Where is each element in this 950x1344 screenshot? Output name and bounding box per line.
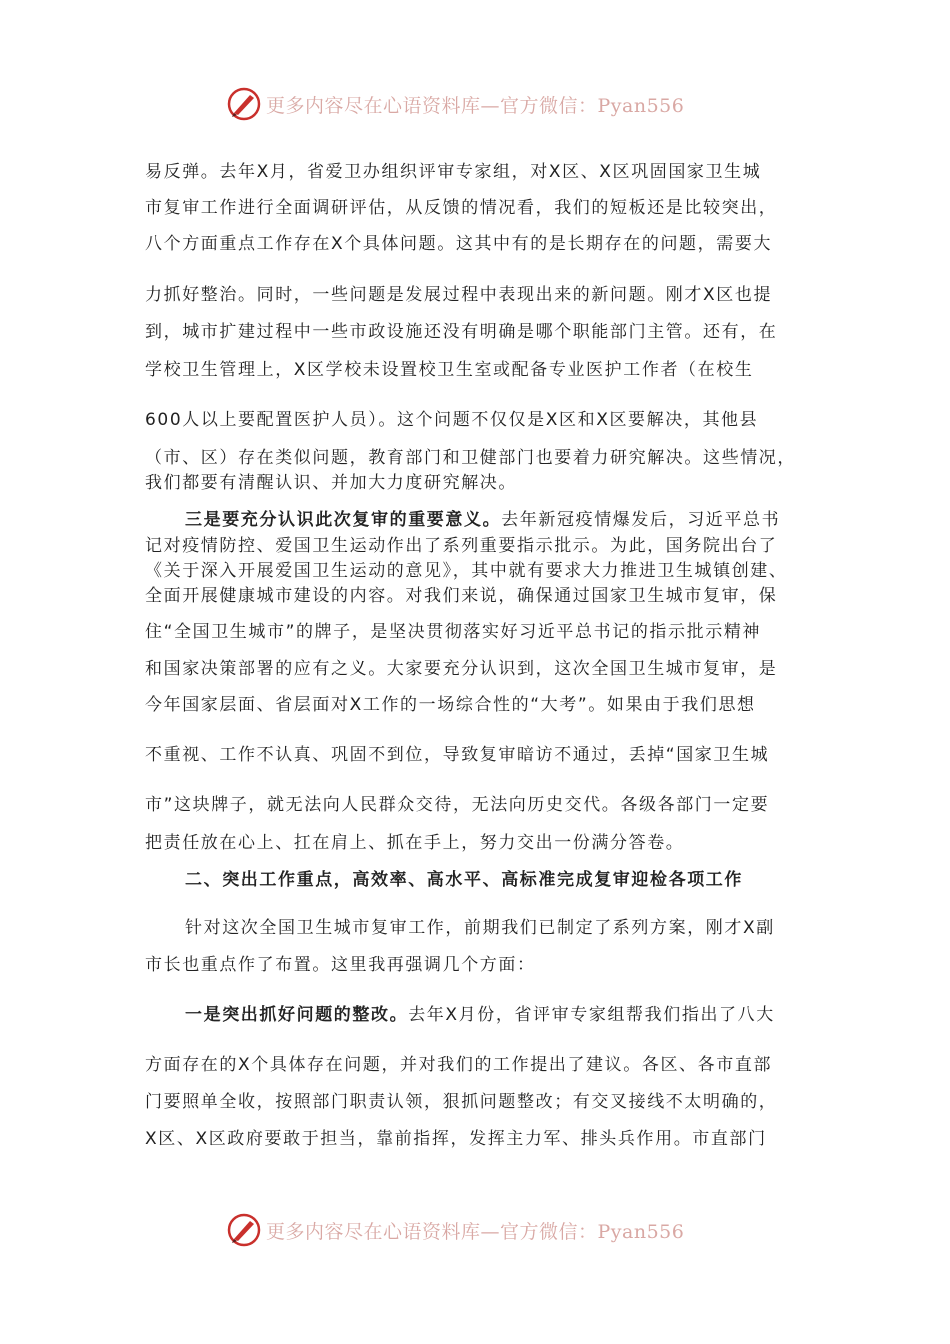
text-line: X区、X区政府要敢于担当，靠前指挥，发挥主力军、排头兵作用。市直部门: [145, 1129, 767, 1149]
pen-logo-icon: [226, 86, 262, 122]
text-line: 《关于深入开展爱国卫生运动的意见》，其中就有要求大力推进卫生城镇创建、: [145, 561, 788, 581]
text-line: 我们都要有清醒认识、并加大力度研究解决。: [145, 473, 517, 493]
text-line: 和国家决策部署的应有之义。大家要充分认识到，这次全国卫生城市复审，是: [145, 659, 778, 679]
text-line: 全面开展健康城市建设的内容。对我们来说，确保通过国家卫生城市复审，保: [145, 586, 778, 606]
text-line: 市长也重点作了布置。这里我再强调几个方面：: [145, 955, 536, 975]
text-line: 600人以上要配置医护人员）。这个问题不仅仅是X区和X区要解决，其他县: [145, 410, 759, 430]
header-watermark-text: 更多内容尽在心语资料库—官方微信：Pyan556: [266, 94, 685, 117]
text-line: 市复审工作进行全面调研评估，从反馈的情况看，我们的短板还是比较突出，: [145, 198, 778, 218]
footer-watermark-text: 更多内容尽在心语资料库—官方微信：Pyan556: [266, 1220, 685, 1243]
footer-watermark: [226, 1210, 746, 1250]
text-line: 记对疫情防控、爱国卫生运动作出了系列重要指示批示。为此，国务院出台了: [145, 536, 778, 556]
text-line: 学校卫生管理上，X区学校未设置校卫生室或配备专业医护工作者（在校生: [145, 360, 754, 380]
text-line: 到，城市扩建过程中一些市政设施还没有明确是哪个职能部门主管。还有，在: [145, 322, 778, 342]
text-line: （市、区）存在类似问题，教育部门和卫健部门也要着力研究解决。这些情况，: [145, 448, 796, 468]
header-watermark: [226, 84, 746, 124]
paragraph-5-lead: 一是突出抓好问题的整改。: [185, 1005, 409, 1025]
text-line: 针对这次全国卫生城市复审工作，前期我们已制定了系列方案，刚才X副: [185, 918, 775, 938]
paragraph-3-lead: 三是要充分认识此次复审的重要意义。: [185, 510, 502, 530]
text-line: 不重视、工作不认真、巩固不到位，导致复审暗访不通过，丢掉“国家卫生城: [145, 745, 770, 765]
text-line: 把责任放在心上、扛在肩上、抓在手上，努力交出一份满分答卷。: [145, 833, 685, 853]
section-heading: 二、突出工作重点，高效率、高水平、高标准完成复审迎检各项工作: [185, 870, 743, 890]
text-line: 易反弹。去年X月，省爱卫办组织评审专家组，对X区、X区巩固国家卫生城: [145, 162, 762, 182]
text-line: 住“全国卫生城市”的牌子，是坚决贯彻落实好习近平总书记的指示批示精神: [145, 622, 762, 642]
text-line: 八个方面重点工作存在X个具体问题。这其中有的是长期存在的问题，需要大: [145, 234, 773, 254]
text-line: 今年国家层面、省层面对X工作的一场综合性的“大考”。如果由于我们思想: [145, 695, 756, 715]
text-line: 方面存在的X个具体存在问题，并对我们的工作提出了建议。各区、各市直部: [145, 1055, 773, 1075]
text-line: 门要照单全收，按照部门职责认领，狠抓问题整改；有交叉接线不太明确的，: [145, 1092, 778, 1112]
pen-logo-icon: [226, 1212, 262, 1248]
text-line: 力抓好整治。同时，一些问题是发展过程中表现出来的新问题。刚才X区也提: [145, 285, 773, 305]
paragraph-5-first-line: 一是突出抓好问题的整改。去年X月份，省评审专家组帮我们指出了八大: [185, 1005, 775, 1025]
paragraph-3-first-line: 三是要充分认识此次复审的重要意义。去年新冠疫情爆发后，习近平总书: [185, 510, 781, 530]
text-line: 市”这块牌子，就无法向人民群众交待，无法向历史交代。各级各部门一定要: [145, 795, 770, 815]
